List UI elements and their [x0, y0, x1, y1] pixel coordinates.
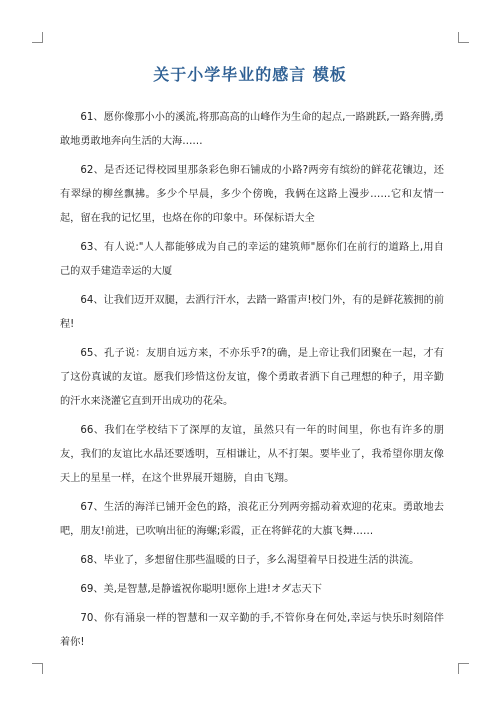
crop-mark-bottom-left: [32, 663, 43, 674]
document-body: [60, 106, 444, 660]
paragraph-64: 64、让我们迈开双腿，去洒行汗水，去踏一路雷声!校门外，有的是鲜花簇拥的前程!: [60, 295, 444, 330]
crop-mark-bottom-right: [458, 663, 469, 674]
document-title: 关于小学毕业的感言 模板: [153, 65, 347, 84]
paragraph-63: 63、有人说:"人人都能够成为自己的幸运的建筑师"愿你们在前行的道路上,用自己的双手建造幸运的大厦: [60, 242, 444, 277]
paragraph-67: 67、生活的海洋已铺开金色的路，浪花正分列两旁摇动着欢迎的花束。勇敢地去吧，朋友!前进，已吹响出征的海螺;彩霞，正在将鲜花的大旗飞舞……: [60, 502, 444, 537]
crop-mark-top-left: [32, 32, 43, 43]
paragraph-70: 70、你有涌泉一样的智慧和一双辛勤的手,不管你身在何处,幸运与快乐时刻陪伴着你!: [60, 613, 444, 648]
paragraph-61: 61、愿你像那小小的溪流,将那高高的山峰作为生命的起点,一路跳跃,一路奔腾,勇敢地勇敢地奔向生活的大海……: [60, 112, 444, 147]
paragraph-66: 66、我们在学校结下了深厚的友谊，虽然只有一年的时间里，你也有许多的朋友，我们的友谊比水晶还要透明，互相谦让，从不打架。要毕业了，我希望你朋友像天上的星星一样，在这个世界展开翅膀，自由飞翔。: [60, 425, 444, 484]
paragraph-65: 65、孔子说：友朋自远方来，不亦乐乎?的确，是上帝让我们团聚在一起，才有了这份真诚的友谊。愿我们珍惜这份友谊，像个勇敢者洒下自己理想的种子，用辛勤的汗水来浇灌它直到开出成功的花朵。: [60, 348, 444, 407]
paragraph-68: 68、毕业了，多想留住那些温暖的日子，多么渴望着早日投进生活的洪流。: [80, 555, 420, 566]
paragraph-69: 69、美,是智慧,是静谧祝你聪明!愿你上进!オダ志天下: [80, 584, 322, 595]
paragraph-62: 62、是否还记得校园里那条彩色卵石铺成的小路?两旁有缤纷的鲜花花镶边，还有翠绿的柳丝飘拂。多少个早晨，多少个傍晚，我俩在这路上漫步……它和友情一起，留在我的记忆里，也烙在你的印象中。环保标语大全: [60, 165, 444, 224]
crop-mark-top-right: [458, 32, 469, 43]
